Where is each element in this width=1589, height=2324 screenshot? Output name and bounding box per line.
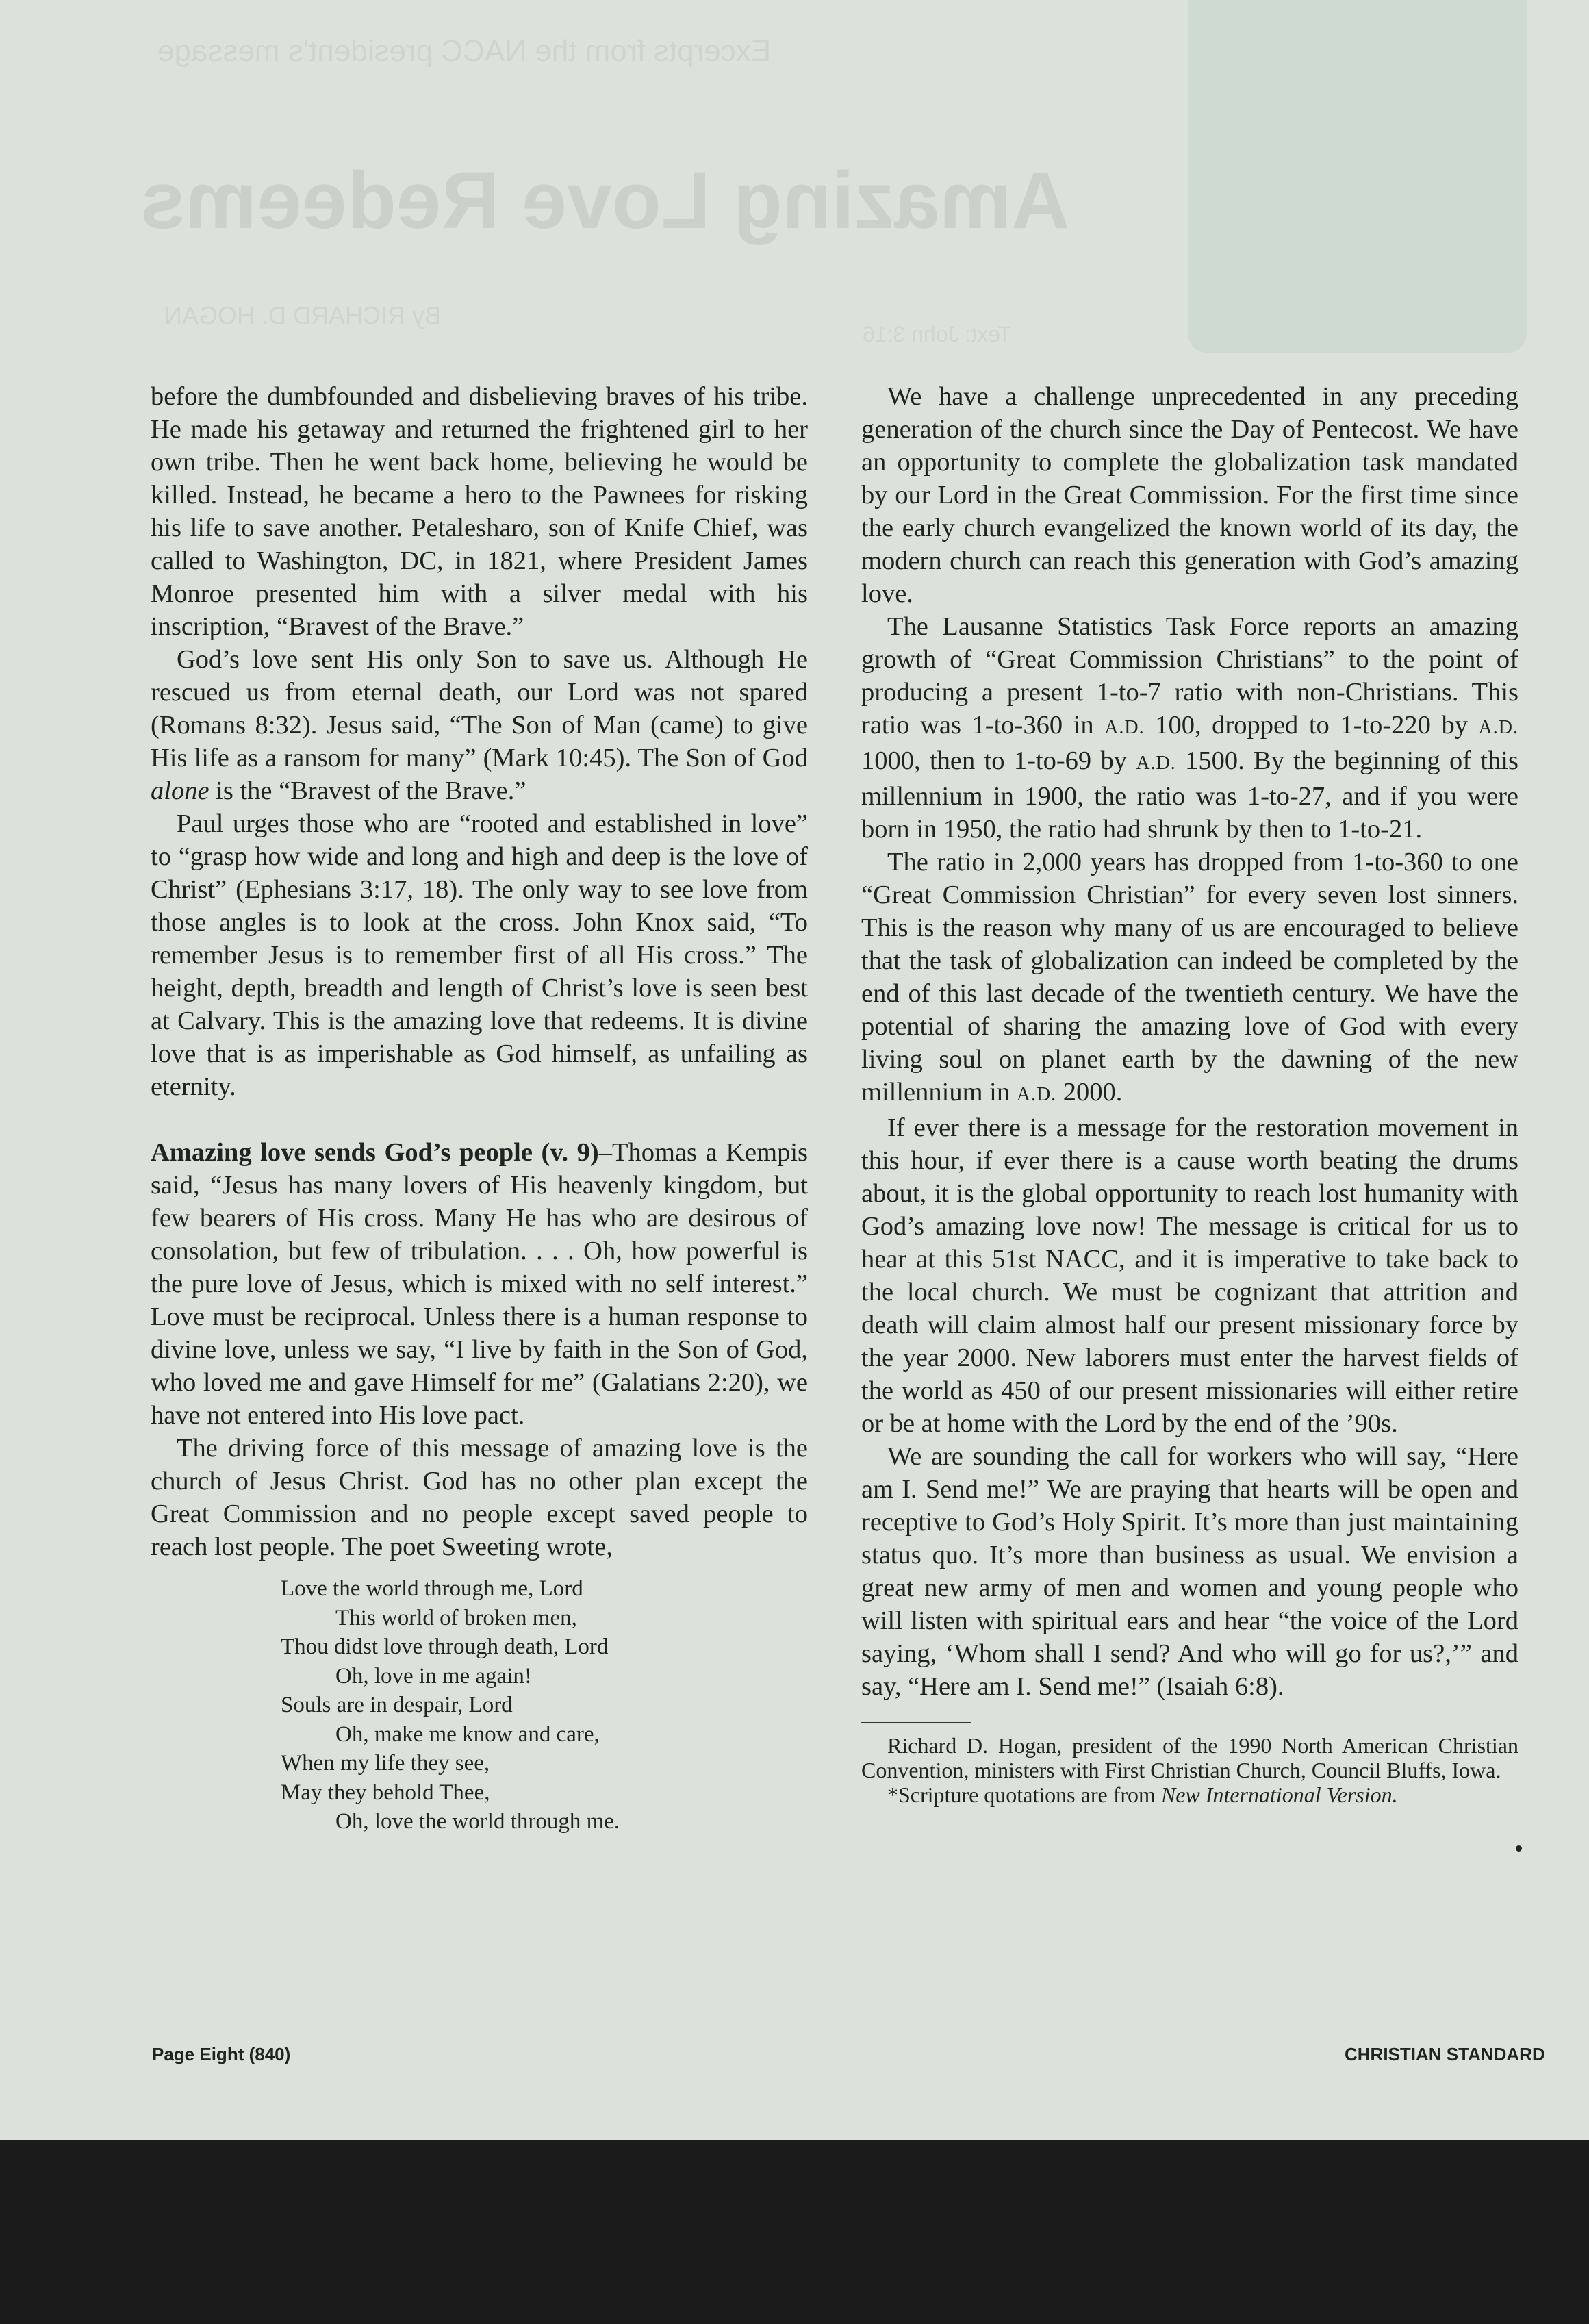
bleed-through-byline: By RICHARD D. HOGAN bbox=[164, 301, 442, 329]
era-abbrev: A.D. bbox=[1478, 717, 1518, 738]
section-heading: Amazing love sends God’s people (v. 9) bbox=[151, 1138, 599, 1167]
poem-line: May they behold Thee, bbox=[281, 1780, 490, 1805]
text-run: 100, dropped to 1-to-220 by bbox=[1144, 711, 1479, 740]
section-paragraph bbox=[151, 1136, 808, 1432]
publication-name: CHRISTIAN STANDARD bbox=[1345, 2044, 1545, 2064]
left-column bbox=[151, 380, 808, 1836]
poem-line: Souls are in despair, Lord bbox=[281, 1693, 513, 1717]
text-run: The Lausanne Statistics Task Force reports an amazing growth of “Great Commission Christians” to the point of producing a present 1-to-7 ratio with non-Christians. This ratio was 1-to-360 in bbox=[861, 612, 1518, 740]
text-run: 1000, then to 1-to-69 by bbox=[861, 746, 1136, 775]
paragraph bbox=[151, 643, 808, 807]
poem-line: Oh, love in me again! bbox=[335, 1663, 532, 1689]
poem bbox=[281, 1574, 808, 1836]
scripture-note bbox=[861, 1782, 1518, 1807]
text-run: The ratio in 2,000 years has dropped from 1-to-360 to one “Great Commission Christian” for every seven lost sinners. This is the reason why many of us are encouraged to believe that the task of globalization can indeed be completed by the end of this last decade of the twentieth century. We have the potential of sharing the amazing love of God with every living soul on planet earth by the dawning of the new millennium in bbox=[861, 848, 1518, 1107]
paragraph: The driving force of this message of amazing love is the church of Jesus Christ. God has no other plan except the Great Commission and no people except saved people to reach lost people. The poet Sweeting wrote, bbox=[151, 1434, 808, 1561]
text-run: is the “Bravest of the Brave.” bbox=[209, 776, 526, 805]
poem-line: Oh, make me know and care, bbox=[335, 1721, 600, 1747]
right-column bbox=[861, 380, 1518, 1807]
poem-line: Thou didst love through death, Lord bbox=[281, 1634, 609, 1659]
footnote-divider bbox=[861, 1722, 971, 1723]
bleed-through-kicker: Excerpts from the NACC president's message bbox=[157, 34, 772, 68]
bleed-through-text-ref: Text: John 3:16 bbox=[863, 322, 1012, 346]
text-run: *Scripture quotations are from bbox=[887, 1782, 1161, 1807]
text-run: –Thomas a Kempis said, “Jesus has many lovers of His heavenly kingdom, but few bearers of His cross. Many He has who are desirous of consolation, but few of tribulation. . . . Oh, how powerful is the pure love of Jesus, which is mixed with no self interest.” Love must be reciprocal. Unless there is a human response to divine love, unless we say, “I live by faith in the Son of God, who loved me and gave Himself for me” (Galatians 2:20), we have not entered into His love pact. bbox=[151, 1138, 808, 1430]
emphasis: alone bbox=[151, 776, 209, 805]
paragraph: Paul urges those who are “rooted and established in love” to “grasp how wide and long and high and deep is the love of Christ” (Ephesians 3:17, 18). The only way to see love from those angles is to look at the cross. John Knox said, “To remember Jesus is to remember first of all His cross.” The height, depth, breadth and length of Christ’s love is seen best at Calvary. This is the amazing love that redeems. It is divine love that is as imperishable as God himself, as unfailing as eternity. bbox=[151, 809, 808, 1101]
text-run: God’s love sent His only Son to save us. Although He rescued us from eternal death, our Lord was not spared (Romans 8:32). Jesus said, “The Son of Man (came) to give His life as a ransom for many” (Mark 10:45). The Son of God bbox=[151, 645, 808, 772]
era-abbrev: A.D. bbox=[1136, 753, 1176, 774]
era-abbrev: A.D. bbox=[1016, 1084, 1057, 1105]
poem-line: Love the world through me, Lord bbox=[281, 1576, 583, 1601]
bleed-through-title: Amazing Love Redeems bbox=[140, 155, 1070, 246]
paragraph: If ever there is a message for the restoration movement in this hour, if ever there is a cause worth beating the drums about, it is the global opportunity to reach lost humanity with God’s amazing love now! The message is critical for us to hear at this 51st NACC, and it is imperative to take back to the local church. We must be cognizant that attrition and death will claim almost half our present missionary force by the year 2000. New laborers must enter the harvest fields of the world as 450 of our present missionaries will either retire or be at home with the Lord by the end of the ’90s. bbox=[861, 1113, 1518, 1438]
poem-line: Oh, love the world through me. bbox=[335, 1809, 620, 1834]
paragraph bbox=[861, 846, 1518, 1111]
poem-line: This world of broken men, bbox=[335, 1605, 577, 1630]
paragraph: before the dumbfounded and disbelieving braves of his tribe. He made his getaway and returned the frightened girl to her own tribe. Then he went back home, believing he would be killed. Instead, he became a hero to the Pawnees for risking his life to save another. Petalesharo, son of Knife Chief, was called to Washington, DC, in 1821, where President James Monroe presented him with a silver medal with his inscription, “Bravest of the Brave.” bbox=[151, 382, 808, 641]
poem-line: When my life they see, bbox=[281, 1751, 490, 1776]
bleed-through-box bbox=[1188, 0, 1527, 353]
emphasis: New International Version. bbox=[1160, 1782, 1398, 1807]
author-bio: Richard D. Hogan, president of the 1990 North American Christian Convention, ministers with First Christian Church, Council Bluffs, Iowa. bbox=[861, 1733, 1518, 1782]
text-run: 2000. bbox=[1056, 1078, 1123, 1107]
page-number: Page Eight (840) bbox=[152, 2044, 291, 2064]
paragraph: We are sounding the call for workers who will say, “Here am I. Send me!” We are praying that hearts will be open and receptive to God’s Holy Spirit. It’s more than just maintaining status quo. It’s more than business as usual. We envision a great new army of men and women and young people who will listen with spiritual ears and hear “the voice of the Lord saying, ‘Whom shall I send? And who will go for us?,’” and say, “Here am I. Send me!” (Isaiah 6:8). bbox=[861, 1442, 1518, 1701]
era-abbrev: A.D. bbox=[1104, 717, 1145, 738]
paragraph bbox=[861, 610, 1518, 846]
end-of-article-mark bbox=[1516, 1845, 1522, 1852]
paragraph: We have a challenge unprecedented in any preceding generation of the church since the Day of Pentecost. We have an opportunity to complete the globalization task mandated by our Lord in the Great Commission. For the first time since the early church evangelized the known world of its day, the modern church can reach this generation with God’s amazing love. bbox=[861, 382, 1518, 608]
text-run: 1500. By the beginning of this millennium in 1900, the ratio was 1-to-27, and if you were born in 1950, the ratio had shrunk by then to 1-to-21. bbox=[861, 746, 1518, 844]
